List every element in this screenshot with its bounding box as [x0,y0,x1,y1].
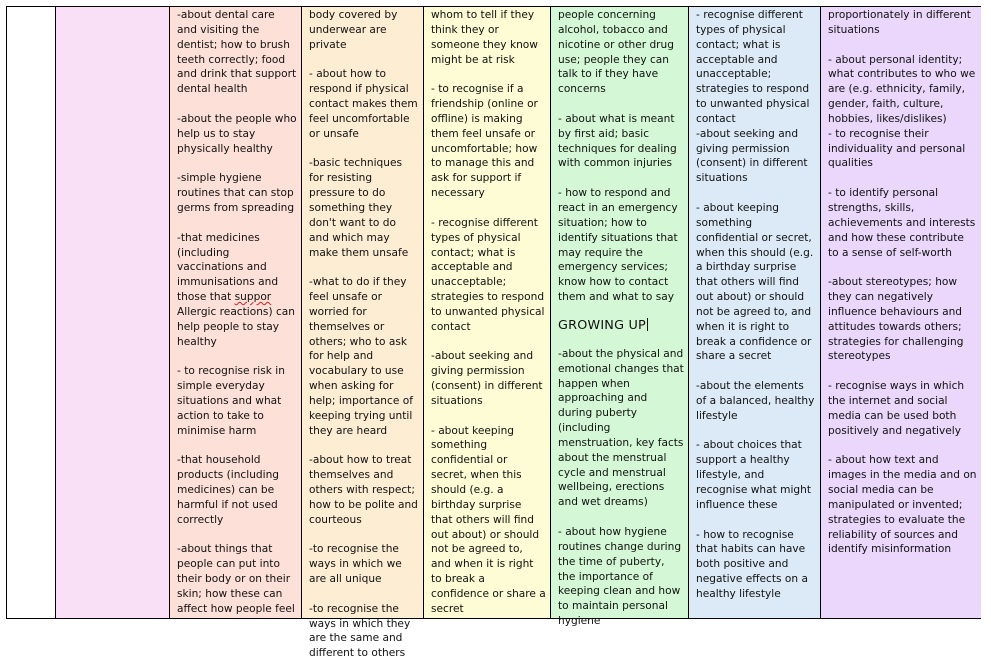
list-item: - about how text and images in the media and on social media can be manipulated or invented; strategies to evaluate the reliability of sources and identify misinformation [828,454,977,556]
list-item: - about personal identity; what contributes to who we are (e.g. ethnicity, family, gender, faith, culture, hobbies, likes/dislikes) [828,53,976,125]
list-item: -to recognise the ways in which we are all unique [309,543,402,586]
column-wellbeing [689,7,821,618]
column-relationships [424,7,551,618]
heading-text: GROWING UP [558,317,646,333]
list-item: -about the elements of a balanced, healthy lifestyle [696,380,815,422]
list-item: - to recognise if a friendship (online or offline) is making them feel unsafe or uncomfortable; how to manage this and ask for support if necessary [431,83,538,200]
column-blank [7,7,56,618]
cell-growing-up-content[interactable] [551,7,688,629]
list-item: - about choices that support a healthy lifestyle, and recognise what might influence these [696,439,811,511]
list-item: - about what is meant by first aid; basic techniques for dealing with common injuries [558,112,677,170]
list-item: whom to tell if they think they or someone they know might be at risk [431,9,538,66]
list-item: -about things that people can put into their body or on their skin; how these can affect how people feel [177,543,295,615]
list-item: -about the people who help us to stay physically healthy [177,112,297,155]
list-item: - how to respond and react in an emergency situation; how to identify situations that may require the emergency services; know how to contact them and what to say [558,187,678,304]
list-item: -about stereotypes; how they can negatively influence behaviours and attitudes towards others; strategies for challenging stereotypes [828,276,964,363]
list-item: - recognise ways in which the internet and social media can be used both positively and negatively [828,380,965,437]
list-item: - about keeping something confidential or secret, when this should (e.g. a birthday surprise that others will find out about) or should not be agreed to, and when it is right to break a confidence or share a secret [696,201,814,363]
list-item: - about keeping something confidential or secret, when this should (e.g. a birthday surprise that others will find out about) or should not be agreed to, and when it is right to break a confidence or share a secret [431,424,546,615]
list-item: people concerning alcohol, tobacco and nicotine or other drug use; people they can talk to if they have concerns [558,9,674,96]
list-item: -basic techniques for resisting pressure to do something they don't want to do and which may make them unsafe [309,157,409,259]
list-item: - to recognise their individuality and personal qualities [828,127,966,170]
column-pink [56,7,170,618]
list-item: -about the physical and emotional changes that happen when approaching and during puberty (including menstruation, key facts about the menstrual cycle and menstrual wellbeing, erections and wet dreams) [558,347,684,509]
list-item: - recognise different types of physical contact; what is acceptable and unacceptable; strategies to respond to unwanted physical contact [696,9,810,125]
text-fragment: Allergic reactions) can help people to stay healthy [177,305,295,348]
text-cursor [647,318,648,331]
list-item: -about seeking and giving permission (consent) in different situations [696,127,808,185]
list-item: - about how hygiene routines change during the time of puberty, the importance of keeping clean and how to maintain personal hygiene [558,526,682,628]
list-item: - to recognise risk in simple everyday situations and what action to take to minimise harm [177,365,285,437]
section-heading [558,317,684,335]
text-fragment: -that medicines (including vaccinations and immunisations and those that [177,231,279,304]
cell-relationships-content[interactable] [424,7,550,617]
list-item: -about how to treat themselves and others with respect; how to be polite and courteous [309,454,418,526]
list-item: -that household products (including medicines) can be harmful if not used correctly [177,454,280,526]
list-item: -about seeking and giving permission (consent) in different situations [431,350,543,407]
list-item [177,231,297,350]
list-item: proportionately in different situations [828,9,971,36]
list-item: - how to recognise that habits can have both positive and negative effects on a healthy lifestyle [696,528,808,600]
cell-identity-content[interactable] [821,7,981,557]
list-item: -to recognise the ways in which they are the same and different to others [309,602,411,660]
list-item: - recognise different types of physical contact; what is acceptable and unacceptable; strategies to respond to unwanted physical contact [431,216,545,333]
list-item: - about how to respond if physical contact makes them feel uncomfortable or unsafe [309,68,418,140]
column-growing-up [551,7,689,628]
column-health [170,7,302,618]
curriculum-table [6,6,981,660]
list-item: body covered by underwear are private [309,9,398,51]
column-identity [821,7,981,618]
cell-health-content[interactable] [170,7,301,617]
list-item: -about dental care and visiting the dentist; how to brush teeth correctly; food and drink that support dental health [177,9,297,96]
list-item: - to identify personal strengths, skills, achievements and interests and how these contribute to a sense of self-worth [828,187,976,259]
column-safety [302,7,424,660]
cell-safety-content[interactable] [302,7,423,661]
cell-wellbeing-content[interactable] [689,7,820,602]
list-item: -what to do if they feel unsafe or worried for themselves or others; who to ask for help and vocabulary to use when asking for help; importance of keeping trying until they are heard [309,276,413,437]
misspelled-word: suppor [234,291,272,304]
list-item: -simple hygiene routines that can stop germs from spreading [177,172,295,214]
